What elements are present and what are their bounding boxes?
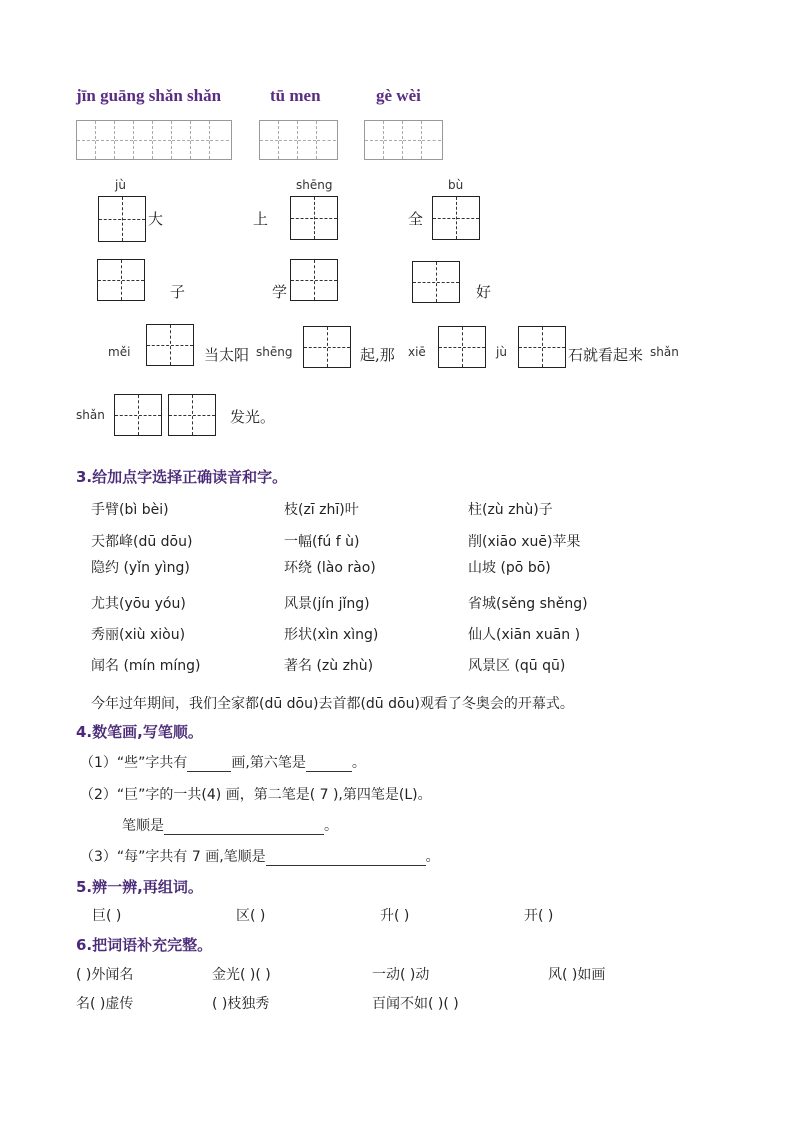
pinyin-ju-2: jù — [496, 345, 507, 359]
item: 闻名 (mín míng) — [91, 658, 201, 674]
tianzi-box[interactable] — [168, 394, 216, 436]
q1-text-c: 。 — [351, 755, 366, 771]
sentence-text-1: 当太阳 — [204, 346, 250, 364]
tianzi-box[interactable] — [412, 261, 460, 303]
idiom-item[interactable]: 金光( )( ) — [212, 967, 271, 983]
q1-text-a: （1）“些”字共有 — [80, 755, 188, 771]
pinyin-sheng-2: shēng — [256, 345, 293, 359]
item: 削(xiāo xuē)苹果 — [468, 534, 581, 550]
item: 省城(sěng shěng) — [468, 596, 588, 612]
answer-blank[interactable] — [266, 849, 426, 866]
char-da: 大 — [148, 210, 164, 228]
q3-text: （3）“每”字共有 7 画,笔顺是 — [80, 849, 266, 865]
idiom-item[interactable]: ( )外闻名 — [76, 967, 134, 983]
item: 风景(jín jǐng) — [284, 596, 370, 612]
char-zi: 子 — [170, 283, 186, 301]
char-hao: 好 — [476, 283, 492, 301]
idiom-item[interactable]: ( )枝独秀 — [212, 996, 270, 1012]
tianzi-box[interactable] — [438, 326, 486, 368]
tianzi-box[interactable] — [518, 326, 566, 368]
char-quan: 全 — [408, 210, 424, 228]
tianzi-box[interactable] — [114, 394, 162, 436]
pinyin-word-3: gè wèi — [376, 86, 421, 105]
item: 山坡 (pō bō) — [468, 560, 551, 576]
item: 尤其(yōu yóu) — [91, 596, 186, 612]
pinyin-xie: xiē — [408, 345, 426, 359]
idiom-item[interactable]: 风( )如画 — [548, 967, 606, 983]
question-2-order — [122, 815, 338, 835]
char-xue: 学 — [272, 283, 288, 301]
word-group-item[interactable]: 巨( ) — [92, 908, 122, 924]
pinyin-shan-2: shǎn — [76, 408, 105, 422]
pinyin-mei: měi — [108, 345, 131, 359]
idiom-item[interactable]: 百闻不如( )( ) — [372, 996, 459, 1012]
char-shang: 上 — [253, 210, 269, 228]
word-group-item[interactable]: 区( ) — [236, 908, 266, 924]
tianzi-box[interactable] — [290, 259, 338, 301]
tianzi-box[interactable] — [98, 196, 146, 242]
item: 环绕 (lào rào) — [284, 560, 376, 576]
answer-blank[interactable] — [306, 755, 352, 772]
pinyin-word-1: jīn guāng shǎn shǎn — [76, 86, 222, 105]
section-6-heading: 6.把词语补充完整。 — [76, 936, 213, 954]
item: 隐约 (yǐn yìng) — [91, 560, 190, 576]
item: 著名 (zù zhù) — [284, 658, 374, 674]
section-5-heading: 5.辨一辨,再组词。 — [76, 878, 203, 896]
q3-end: 。 — [425, 849, 440, 865]
writing-grid-3[interactable] — [364, 120, 443, 160]
item: 风景区 (qū qū) — [468, 658, 566, 674]
sentence-text-3: 石就看起来 — [568, 346, 644, 364]
pinyin-sheng: shēng — [296, 178, 333, 192]
writing-grid-2[interactable] — [259, 120, 338, 160]
word-group-item[interactable]: 升( ) — [380, 908, 410, 924]
tianzi-box[interactable] — [146, 324, 194, 366]
tianzi-box[interactable] — [290, 196, 338, 240]
section-3-sentence: 今年过年期间，我们全家都(dū dōu)去首都(dū dōu)观看了冬奥会的开幕式。 — [91, 696, 574, 712]
section-4-heading: 4.数笔画,写笔顺。 — [76, 723, 203, 741]
item: 柱(zù zhù)子 — [468, 502, 553, 518]
idiom-item[interactable]: 名( )虚传 — [76, 996, 134, 1012]
item: 形状(xìn xìng) — [284, 627, 379, 643]
answer-blank[interactable] — [164, 818, 324, 835]
tianzi-box[interactable] — [97, 259, 145, 301]
idiom-item[interactable]: 一动( )动 — [372, 967, 430, 983]
order-end: 。 — [324, 818, 338, 834]
pinyin-bu: bù — [448, 178, 464, 192]
pinyin-ju: jù — [115, 178, 126, 192]
item: 天都峰(dū dōu) — [91, 534, 193, 550]
item: 手臂(bì bèi) — [91, 502, 169, 518]
question-1 — [80, 752, 366, 772]
item: 一幅(fú f ù) — [284, 534, 360, 550]
section-3-heading: 3.给加点字选择正确读音和字。 — [76, 468, 288, 486]
pinyin-word-2: tū men — [270, 86, 321, 105]
item: 秀丽(xiù xiòu) — [91, 627, 186, 643]
question-3 — [80, 846, 440, 866]
item: 枝(zī zhī)叶 — [284, 502, 359, 518]
sentence-text-2: 起,那 — [360, 346, 395, 364]
tianzi-box[interactable] — [303, 326, 351, 368]
sentence-text-4: 发光。 — [230, 408, 276, 426]
word-group-item[interactable]: 开( ) — [524, 908, 554, 924]
pinyin-shan-1: shǎn — [650, 345, 679, 359]
item: 仙人(xiān xuān ) — [468, 627, 581, 643]
answer-blank[interactable] — [187, 755, 231, 772]
writing-grid-1[interactable] — [76, 120, 232, 160]
tianzi-box[interactable] — [432, 196, 480, 240]
q1-text-b: 画,第六笔是 — [231, 755, 306, 771]
order-label: 笔顺是 — [122, 818, 164, 834]
question-2: （2）“巨”字的一共(4) 画，第二笔是( 7 ),第四笔是(L)。 — [80, 787, 432, 803]
